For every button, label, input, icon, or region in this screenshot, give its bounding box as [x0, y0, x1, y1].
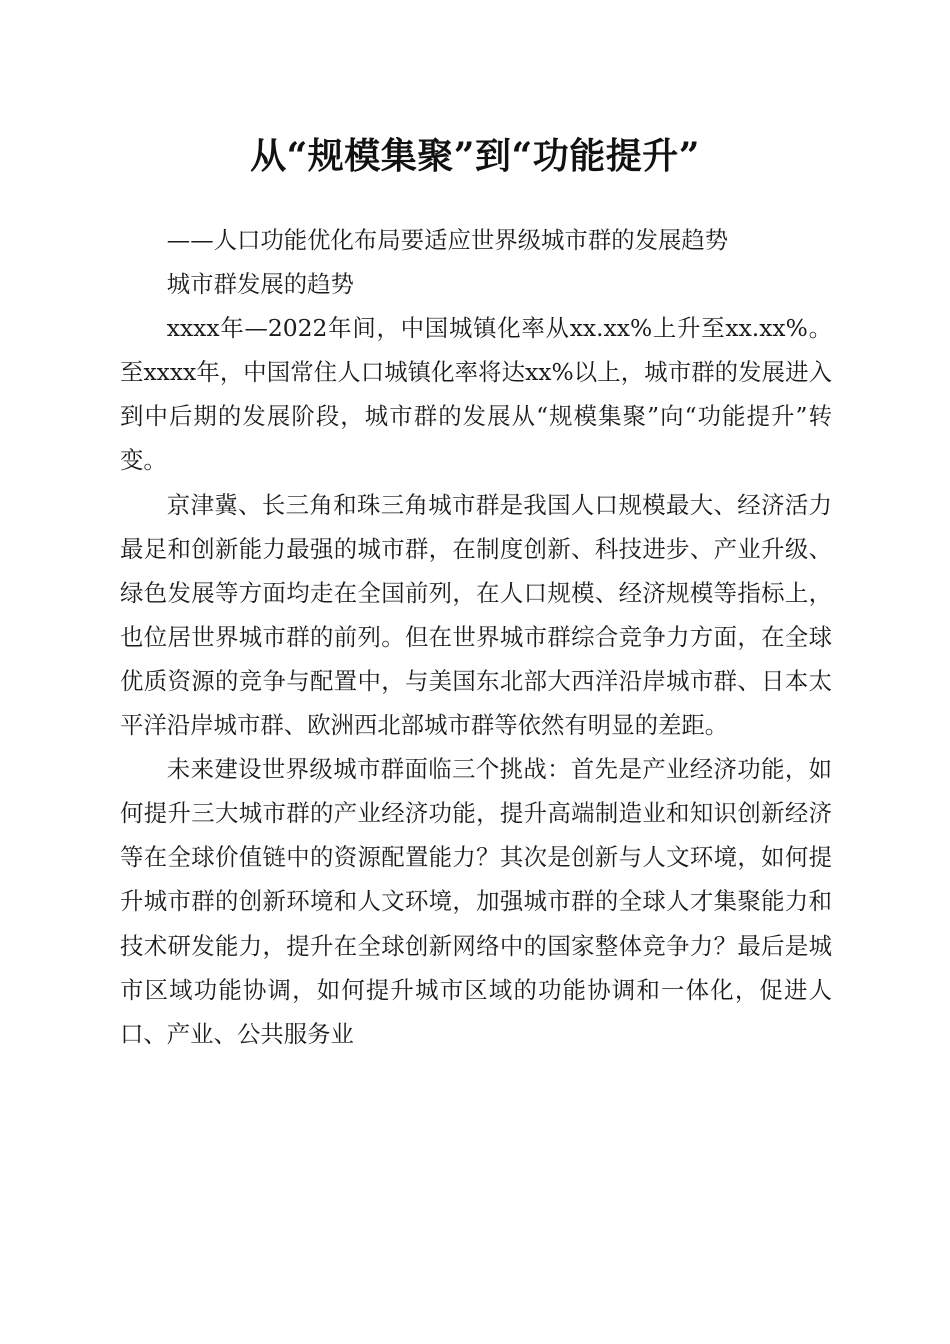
body-paragraph: xxxx年—2022年间，中国城镇化率从xx.xx%上升至xx.xx%。至xxxx年，中国常住人口城镇化率将达xx%以上，城市群的发展进入到中后期的发展阶段，城市群的发展从“规模集聚”向“功能提升”转变。: [120, 314, 832, 475]
document-subtitle: ——人口功能优化布局要适应世界级城市群的发展趋势: [166, 226, 729, 254]
section-heading: 城市群发展的趋势: [166, 270, 354, 299]
document-title: 从“规模集聚”到“功能提升”: [250, 135, 700, 177]
document-body: [120, 218, 832, 1056]
body-paragraph: 京津冀、长三角和珠三角城市群是我国人口规模最大、经济活力最足和创新能力最强的城市群，在制度创新、科技进步、产业升级、绿色发展等方面均走在全国前列，在人口规模、经济规模等指标上，也位居世界城市群的前列。但在世界城市群综合竞争力方面，在全球优质资源的竞争与配置中，与美国东北部大西洋沿岸城市群、日本太平洋沿岸城市群、欧洲西北部城市群等依然有明显的差距。: [120, 490, 832, 740]
body-paragraph: 未来建设世界级城市群面临三个挑战：首先是产业经济功能，如何提升三大城市群的产业经济功能，提升高端制造业和知识创新经济等在全球价值链中的资源配置能力？其次是创新与人文环境，如何提升城市群的创新环境和人文环境，加强城市群的全球人才集聚能力和技术研发能力，提升在全球创新网络中的国家整体竞争力？最后是城市区域功能协调，如何提升城市区域的功能协调和一体化，促进人口、产业、公共服务业: [120, 755, 832, 1048]
